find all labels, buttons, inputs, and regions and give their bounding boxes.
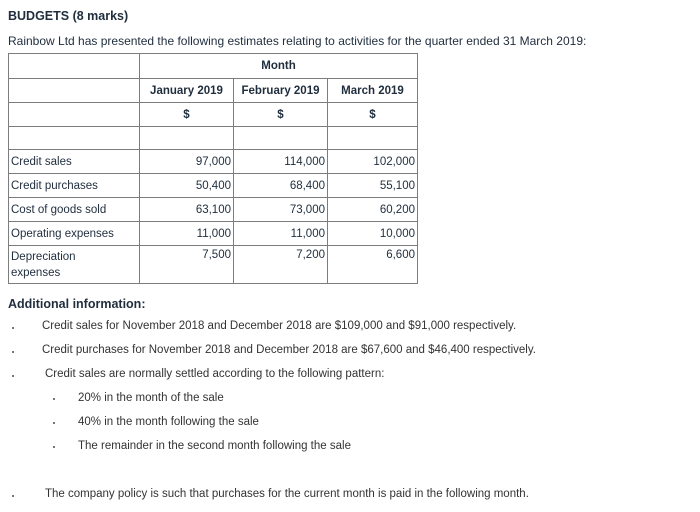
bullet-dot [53, 446, 55, 448]
month-group-header: Month [140, 54, 418, 79]
budget-table [8, 53, 418, 284]
sub-item: 40% in the month following the sale [78, 416, 259, 428]
row-label: Operating expenses [9, 222, 140, 246]
cell-value: 11,000 [234, 222, 328, 246]
final-note: The company policy is such that purchases for the current month is paid in the following month. [45, 488, 529, 500]
cell-value: 102,000 [328, 150, 418, 174]
bullet-dot [12, 375, 14, 377]
column-header: February 2019 [234, 79, 328, 103]
column-header-row [9, 79, 418, 103]
cell-value: 55,100 [328, 174, 418, 198]
cell-value: 60,200 [328, 198, 418, 222]
table-row [9, 198, 418, 222]
row-label: Cost of goods sold [9, 198, 140, 222]
currency-row [9, 103, 418, 127]
cell-value: 97,000 [140, 150, 234, 174]
column-header: January 2019 [140, 79, 234, 103]
currency-symbol: $ [140, 103, 234, 127]
table-row [9, 222, 418, 246]
column-header: March 2019 [328, 79, 418, 103]
month-header-row [9, 54, 418, 79]
row-label-line: Depreciation [11, 251, 76, 263]
bullet-dot [12, 495, 14, 497]
info-item: Credit sales for November 2018 and December 2018 are $109,000 and $91,000 respectively. [42, 320, 517, 332]
bullet-dot [53, 398, 55, 400]
bullet-dot [12, 327, 14, 329]
cell-value: 73,000 [234, 198, 328, 222]
cell-value: 7,200 [234, 246, 328, 284]
cell-value: 68,400 [234, 174, 328, 198]
row-label [9, 246, 140, 284]
empty-cell [140, 127, 234, 150]
blank-row [9, 127, 418, 150]
info-item: Credit purchases for November 2018 and December 2018 are $67,600 and $46,400 respectively. [42, 344, 536, 356]
cell-value: 114,000 [234, 150, 328, 174]
cell-value: 10,000 [328, 222, 418, 246]
cell-value: 11,000 [140, 222, 234, 246]
currency-symbol: $ [328, 103, 418, 127]
empty-cell [328, 127, 418, 150]
row-label: Credit purchases [9, 174, 140, 198]
empty-cell [9, 54, 140, 79]
bullet-dot [12, 351, 14, 353]
empty-cell [9, 103, 140, 127]
info-item: Credit sales are normally settled according to the following pattern: [45, 368, 385, 380]
additional-info-title: Additional information: [8, 297, 146, 311]
page-heading: BUDGETS (8 marks) [8, 9, 129, 23]
intro-text: Rainbow Ltd has presented the following estimates relating to activities for the quarter ended 31 March 2019: [8, 34, 587, 48]
row-label: Credit sales [9, 150, 140, 174]
cell-value: 63,100 [140, 198, 234, 222]
sub-item: The remainder in the second month following the sale [78, 440, 351, 452]
table-row [9, 174, 418, 198]
bullet-dot [53, 422, 55, 424]
table-row [9, 150, 418, 174]
empty-cell [9, 127, 140, 150]
cell-value: 6,600 [328, 246, 418, 284]
sub-item: 20% in the month of the sale [78, 392, 224, 404]
cell-value: 50,400 [140, 174, 234, 198]
row-label-line: expenses [11, 267, 61, 279]
empty-cell [9, 79, 140, 103]
table-row [9, 246, 418, 284]
currency-symbol: $ [234, 103, 328, 127]
empty-cell [234, 127, 328, 150]
cell-value: 7,500 [140, 246, 234, 284]
